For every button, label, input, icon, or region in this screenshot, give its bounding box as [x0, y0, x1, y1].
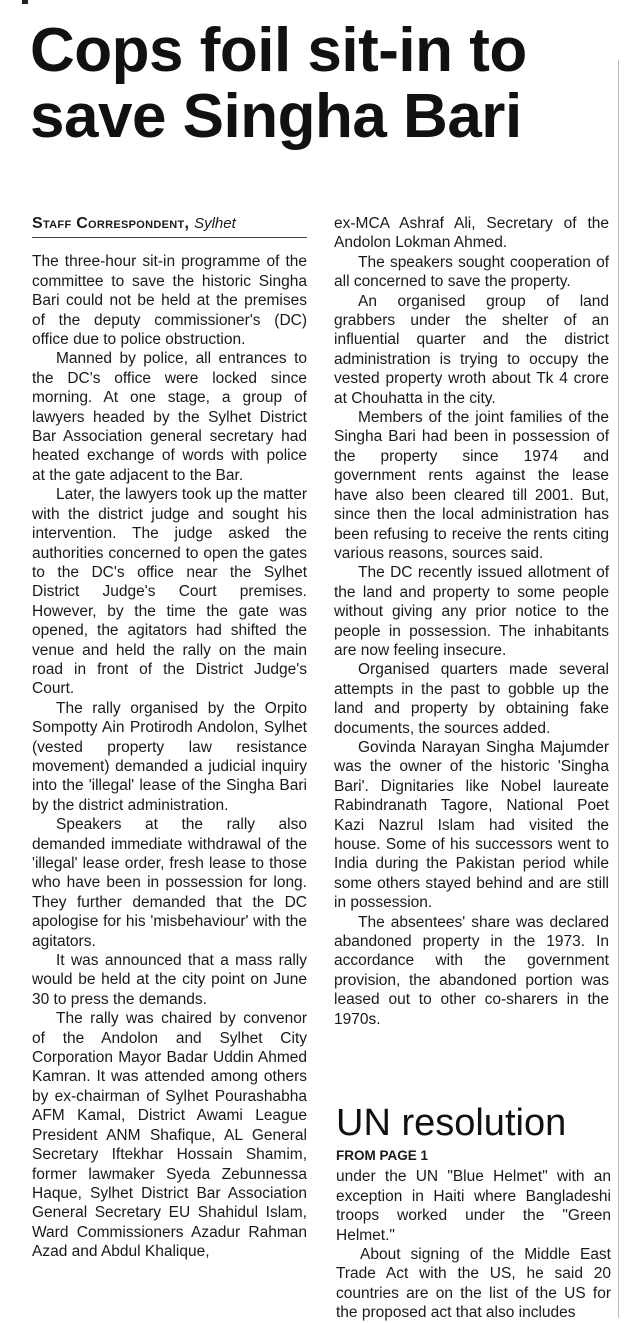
article-paragraph: The speakers sought cooperation of all concerned to save the property. — [334, 253, 609, 291]
article-paragraph: The rally organised by the Orpito Sompotty Ain Protirodh Andolon, Sylhet (vested property law resistance movement) demanded a judicial inquiry into the 'illegal' lease of the Singha Bari by the district administration. — [32, 699, 307, 814]
byline-name: Staff Correspondent, — [32, 215, 190, 232]
byline-rule — [32, 237, 307, 238]
article-paragraph: Speakers at the rally also demanded immediate withdrawal of the 'illegal' lease order, fresh lease to those who have been in possession for long. They further demanded that the DC apologise for his 'misbehaviour' with the agitators. — [32, 816, 307, 950]
top-edge-rule — [22, 0, 28, 4]
article-paragraph: It was announced that a mass rally would be held at the city point on June 30 to press the demands. — [32, 952, 307, 1008]
un-resolution-story — [336, 1102, 611, 1323]
article-paragraph: under the UN "Blue Helmet" with an exception in Haiti where Bangladeshi troops worked under the "Green Helmet." — [336, 1168, 611, 1244]
article-paragraph: ex-MCA Ashraf Ali, Secretary of the Andolon Lokman Ahmed. — [334, 215, 609, 252]
article-paragraph: About signing of the Middle East Trade Act with the US, he said 20 countries are on the list of the US for the proposed act that also includes — [336, 1246, 611, 1322]
byline — [32, 214, 307, 233]
article-paragraph: An organised group of land grabbers under the shelter of an influential quarter and the district administration is trying to occupy the vested property wroth about Tk 4 crore at Chouhatta in the city. — [334, 292, 609, 407]
article-paragraph: Members of the joint families of the Singha Bari had been in possession of the property since 1974 and government rents against the lease have also been cleared till 2001. But, since then the local administration has been refusing to receive the rents citing various reasons, sources said. — [334, 409, 609, 562]
article-paragraph: Later, the lawyers took up the matter with the district judge and sought his intervention. The judge asked the authorities concerned to open the gates to the DC's office near the Sylhet District Judge's Court premises. However, by the time the gate was opened, the agitators had shifted the venue and held the rally on the main road in front of the District Judge's Court. — [32, 486, 307, 698]
article-paragraph: Organised quarters made several attempts in the past to gobble up the land and property by obtaining fake documents, the sources added. — [334, 661, 609, 737]
article-paragraph: The DC recently issued allotment of the land and property to some people without giving any prior notice to the people in possession. The inhabitants are now feeling insecure. — [334, 564, 609, 659]
left-column — [32, 214, 307, 1262]
right-column — [334, 214, 609, 1029]
article-paragraph: Manned by police, all entrances to the DC's office were locked since morning. At one stage, a group of lawyers headed by the Sylhet District Bar Association general secretary had heated exchange of words with police at the gate adjacent to the Bar. — [32, 350, 307, 484]
un-resolution-headline: UN resolution — [336, 1102, 567, 1144]
from-page-label: FROM PAGE 1 — [336, 1148, 429, 1163]
column-edge-rule — [618, 60, 619, 1318]
headline: Cops foil sit-in to save Singha Bari — [30, 16, 527, 151]
article-paragraph: The absentees' share was declared abandoned property in the 1973. In accordance with the government provision, the abandoned portion was leased out to other co-sharers in the 1970s. — [334, 913, 609, 1028]
article-paragraph: Govinda Narayan Singha Majumder was the owner of the historic 'Singha Bari'. Dignitaries like Nobel laureate Rabindranath Tagore, National Poet Kazi Nazrul Islam had visited the house. Some of his successors went to India during the Pakistan period while some others stayed behind and are still in possession. — [334, 738, 609, 912]
byline-location: Sylhet — [194, 215, 236, 232]
article-paragraph: The three-hour sit-in programme of the committee to save the historic Singha Bari could not be held at the premises of the deputy commissioner's (DC) office due to police obstruction. — [32, 253, 307, 349]
article-paragraph: The rally was chaired by convenor of the Andolon and Sylhet City Corporation Mayor Badar Uddin Ahmed Kamran. It was attended among others by ex-chairman of Sylhet Pourashabha AFM Kamal, District Awami League President ANM Shafique, AL General Secretary Iftekhar Hossain Shamim, former lawmaker Syeda Zebunnessa Haque, Sylhet District Bar Association General Secretary EU Shahidul Islam, Ward Commissioners Azadur Rahman Azad and Abdul Khalique, — [32, 1010, 307, 1261]
